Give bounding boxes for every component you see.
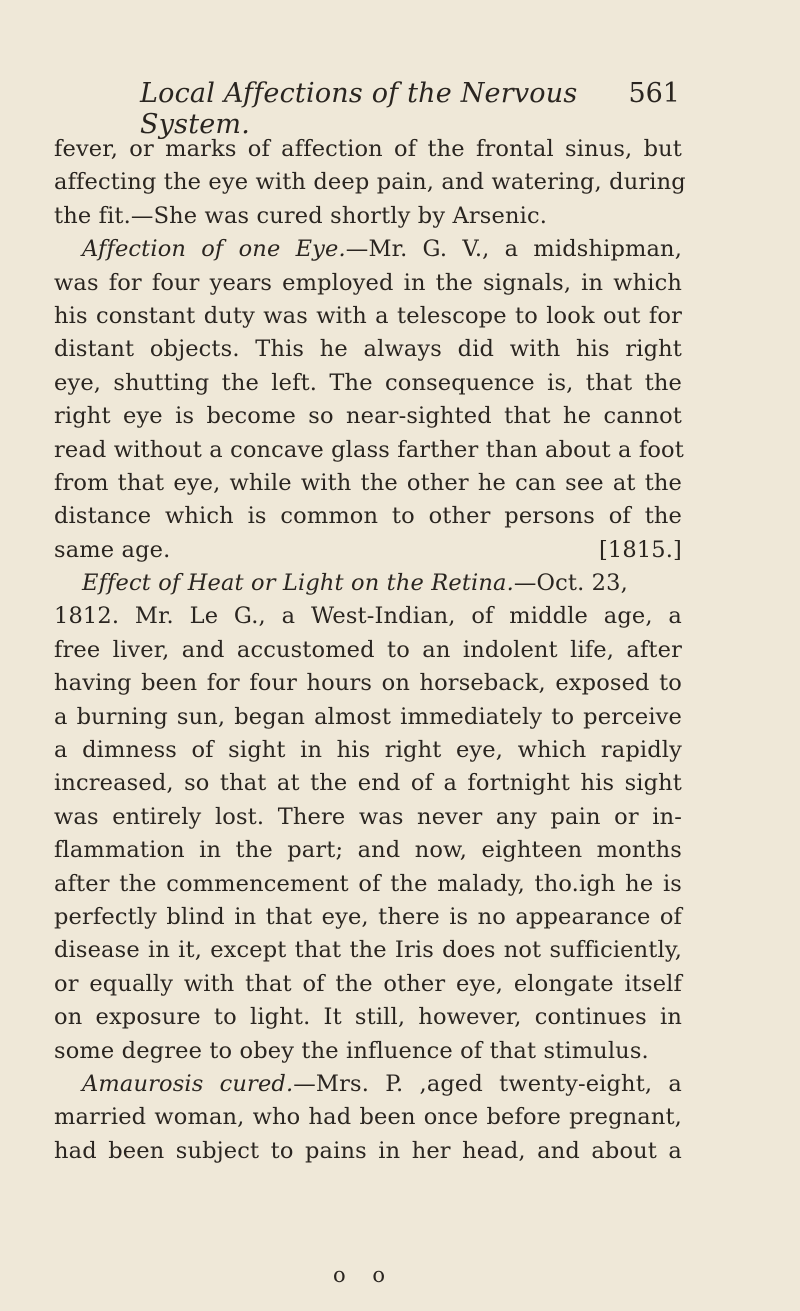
- text-line: [54, 901, 682, 934]
- text-line: [54, 1035, 682, 1068]
- text-line: [54, 367, 682, 400]
- text-line: [54, 467, 682, 500]
- text-line: [54, 200, 682, 233]
- line-text: same age.: [54, 536, 171, 563]
- text-line: [54, 1068, 682, 1101]
- section-heading: Effect of Heat or Light on the Retina.: [82, 570, 514, 597]
- line-text: right eye is become so near-sighted that he cannot: [54, 403, 682, 430]
- line-text: —Mrs. P. ,aged twenty-eight, a: [293, 1070, 682, 1097]
- text-line: [54, 868, 682, 901]
- line-text: distance which is common to other persons of the: [54, 503, 682, 530]
- line-text: some degree to obey the influence of that stimulus.: [54, 1037, 649, 1064]
- text-line: [54, 634, 682, 667]
- text-line: [54, 600, 682, 633]
- text-line: [54, 133, 682, 166]
- line-text: read without a concave glass farther than about a foot: [54, 436, 684, 463]
- line-text: the fit.—She was cured shortly by Arsenic.: [54, 202, 547, 229]
- text-line: [54, 1101, 682, 1134]
- text-line: [54, 968, 682, 1001]
- entry-date: [1815.]: [598, 536, 682, 563]
- text-line: [54, 834, 682, 867]
- text-line: [54, 1001, 682, 1034]
- section-heading: Amaurosis cured.: [82, 1070, 294, 1097]
- line-text: on exposure to light. It still, however, continues in: [54, 1004, 682, 1031]
- text-line: [54, 400, 682, 433]
- text-line: [54, 767, 682, 800]
- text-line: [54, 333, 682, 366]
- line-text: from that eye, while with the other he can see at the: [54, 469, 682, 496]
- line-text: 1812. Mr. Le G., a West-Indian, of middle age, a: [54, 603, 682, 630]
- page-number: 561: [628, 78, 680, 109]
- body-text: [54, 133, 686, 1168]
- line-text: increased, so that at the end of a fortnight his sight: [54, 770, 682, 797]
- line-text: having been for four hours on horseback, exposed to: [54, 670, 682, 697]
- text-line: [54, 734, 682, 767]
- text-line: [54, 300, 682, 333]
- line-text: distant objects. This he always did with his right: [54, 336, 682, 363]
- line-text: free liver, and accustomed to an indolent life, after: [54, 636, 682, 663]
- text-line: [54, 434, 682, 467]
- line-text: married woman, who had been once before pregnant,: [54, 1104, 682, 1131]
- line-text: affecting the eye with deep pain, and watering, during: [54, 169, 686, 196]
- line-text: perfectly blind in that eye, there is no appearance of: [54, 903, 682, 930]
- text-line: [54, 534, 682, 567]
- text-line: [54, 801, 682, 834]
- line-text: after the commencement of the malady, tho.igh he is: [54, 870, 682, 897]
- line-text: fever, or marks of affection of the frontal sinus, but: [54, 136, 682, 162]
- line-text: eye, shutting the left. The consequence is, that the: [54, 369, 682, 396]
- text-line: [54, 500, 682, 533]
- line-text: or equally with that of the other eye, elongate itself: [54, 970, 682, 997]
- running-title: Local Affections of the Nervous System.: [140, 78, 578, 140]
- text-line: [54, 567, 682, 600]
- text-line: [54, 166, 686, 199]
- line-text: flammation in the part; and now, eighteen months: [54, 837, 682, 864]
- text-line: [54, 233, 682, 266]
- text-line: [54, 701, 682, 734]
- line-text: a dimness of sight in his right eye, which rapidly: [54, 737, 682, 764]
- line-text: had been subject to pains in her head, and about a: [54, 1137, 682, 1164]
- line-text: a burning sun, began almost immediately to perceive: [54, 703, 682, 730]
- line-text: was for four years employed in the signals, in which: [54, 269, 682, 296]
- line-text: was entirely lost. There was never any pain or in-: [54, 803, 682, 830]
- line-text: —Oct. 23,: [513, 570, 628, 597]
- signature-mark: o o: [333, 1263, 395, 1287]
- line-text: disease in it, except that the Iris does not sufficiently,: [54, 937, 682, 964]
- text-line: [54, 1135, 682, 1168]
- line-text: —Mr. G. V., a midshipman,: [345, 236, 682, 263]
- line-text: his constant duty was with a telescope to look out for: [54, 302, 682, 329]
- section-heading: Affection of one Eye.: [82, 236, 346, 263]
- running-head: [140, 78, 680, 140]
- text-line: [54, 267, 682, 300]
- text-line: [54, 934, 682, 967]
- text-line: [54, 667, 682, 700]
